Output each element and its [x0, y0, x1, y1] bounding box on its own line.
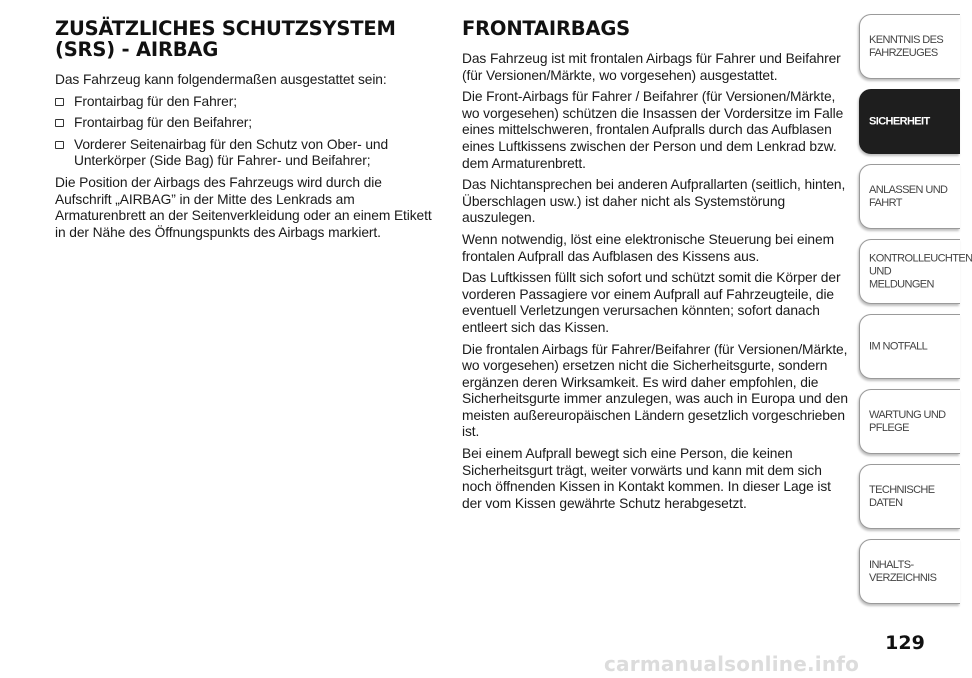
tab-wartung-und-pflege[interactable]: WARTUNG UND PFLEGE [859, 389, 960, 454]
tab-kontrolleuchten-und-meldungen[interactable]: KONTROLLEUCHTEN UND MELDUNGEN [859, 239, 960, 304]
right-column [462, 18, 850, 517]
tab-sicherheit[interactable]: SICHERHEIT [859, 89, 960, 154]
equipment-list [55, 94, 440, 170]
section-heading-srs [55, 18, 440, 60]
paragraph: Die Front-Airbags für Fahrer / Beifahrer (für Versionen/Märkte, wo vorgesehen) schützen die Insassen der Vordersitze im Falle eines mittelschweren, frontalen Aufpralls durch das Aufblasen eines Luftkissens zwischen der Person und dem Lenkrad bzw. dem Armaturenbrett. [462, 89, 844, 171]
tab-technische-daten[interactable]: TECHNISCHE DATEN [859, 464, 960, 529]
page-number: 129 [885, 632, 925, 654]
paragraph: Das Nichtansprechen bei anderen Aufprallarten (seitlich, hinten, Überschlagen usw.) ist daher nicht als Systemstörung auszulegen. [462, 177, 846, 226]
paragraph: Das Luftkissen füllt sich sofort und schützt somit die Körper der vorderen Passagiere vor einem Aufprall auf Fahrzeugteile, die eventuell Verletzungen verursachen könnten; sofort danach entleert sich das Kissen. [462, 270, 841, 335]
heading-line-2: (SRS) - AIRBAG [55, 38, 219, 61]
tab-anlassen-und-fahrt[interactable]: ANLASSEN UND FAHRT [859, 164, 960, 229]
heading-line-1: ZUSÄTZLICHES SCHUTZSYSTEM [55, 17, 396, 40]
paragraph: Die frontalen Airbags für Fahrer/Beifahrer (für Versionen/Märkte, wo vorgesehen) ersetzen nicht die Sicherheitsgurte, sondern ergänzen deren Wirksamkeit. Es wird daher empfohlen, die Sicherheitsgurte immer anzulegen, was auch in Europa und den meisten außereuropäischen Ländern gesetzlich vorgeschrieben ist. [462, 341, 848, 440]
paragraph: Das Fahrzeug ist mit frontalen Airbags für Fahrer und Beifahrer (für Versionen/Märkte, wo vorgesehen) ausgestattet. [462, 51, 841, 83]
tab-kenntnis-des-fahrzeuges[interactable]: KENNTNIS DES FAHRZEUGES [859, 14, 960, 79]
chapter-tabs [859, 14, 972, 614]
checkbox-bullet-icon [55, 119, 64, 127]
section-heading-frontairbags: FRONTAIRBAGS [462, 17, 630, 40]
watermark: carmanualsonline.info [604, 652, 860, 676]
airbag-position-text: Die Position der Airbags des Fahrzeugs wird durch die Aufschrift „AIRBAG” in der Mitte des Lenkrads am Armaturenbrett an der Seitenverkleidung oder an einem Etikett in der Nähe des Öffnungspunkts des Airbags markiert. [55, 174, 432, 240]
tab-inhaltsverzeichnis[interactable]: INHALTS- VERZEICHNIS [859, 539, 960, 604]
intro-text: Das Fahrzeug kann folgendermaßen ausgestattet sein: [55, 72, 387, 87]
paragraph: Bei einem Aufprall bewegt sich eine Person, die keinen Sicherheitsgurt trägt, weiter vorwärts und kann mit dem sich noch öffnenden Kissen in Kontakt kommen. In dieser Lage ist der vom Kissen gewährte Schutz herabgesetzt. [462, 446, 831, 511]
list-item: Frontairbag für den Beifahrer; [55, 115, 440, 132]
list-item: Vorderer Seitenairbag für den Schutz von Ober- und Unterkörper (Side Bag) für Fahrer- und Beifahrer; [55, 137, 440, 170]
left-column [55, 18, 440, 246]
checkbox-bullet-icon [55, 98, 64, 106]
list-item: Frontairbag für den Fahrer; [55, 94, 440, 111]
paragraph: Wenn notwendig, löst eine elektronische Steuerung bei einem frontalen Aufprall das Aufblasen des Kissens aus. [462, 231, 834, 264]
tab-im-notfall[interactable]: IM NOTFALL [859, 314, 960, 379]
checkbox-bullet-icon [55, 141, 64, 149]
